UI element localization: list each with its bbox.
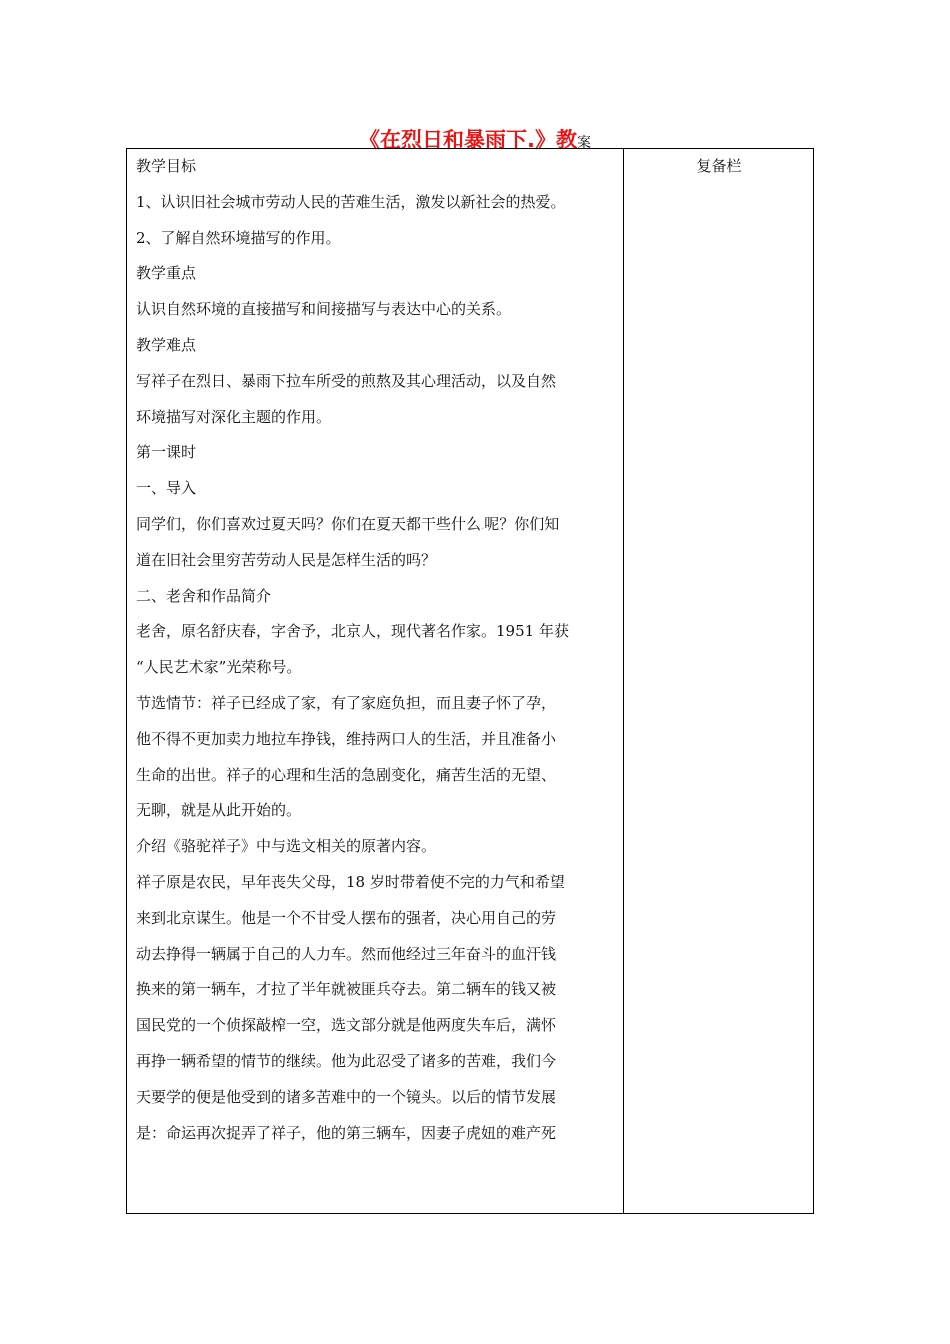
title-suffix: 案	[576, 135, 591, 151]
content-line: 老舍，原名舒庆春，字舍予，北京人，现代著名作家。1951 年获	[136, 622, 569, 641]
content-line: 教学难点	[136, 335, 197, 354]
content-line-tail: 呢？你们知	[484, 514, 560, 533]
content-line: 道在旧社会里穷苦劳动人民是怎样生活的吗？	[136, 550, 437, 569]
content-line-text: 同学们，你们喜欢过夏天吗？你们在夏天都干些什么	[136, 514, 482, 533]
content-line: 无聊，就是从此开始的。	[136, 801, 302, 820]
content-line: 认识自然环境的直接描写和间接描写与表达中心的关系。	[136, 300, 512, 319]
content-line: 是：命运再次捉弄了祥子，他的第三辆车，因妻子虎妞的难产死	[136, 1123, 557, 1142]
content-line: 2、了解自然环境描写的作用。	[136, 228, 341, 247]
content-line: 介绍《骆驼祥子》中与选文相关的原著内容。	[136, 837, 437, 856]
content-line	[136, 511, 614, 547]
content-line: 环境描写对深化主题的作用。	[136, 407, 332, 426]
content-line: 教学目标	[136, 157, 197, 175]
review-column-header: 复备栏	[696, 157, 742, 175]
content-line: 教学重点	[136, 264, 197, 283]
content-line: 写祥子在烈日、暴雨下拉车所受的煎熬及其心理活动，以及自然	[136, 371, 557, 390]
content-line: 祥子原是农民，早年丧失父母，18 岁时带着使不完的力气和希望	[136, 872, 565, 891]
content-line: 第一课时	[136, 443, 197, 462]
content-line: 二、老舍和作品简介	[136, 586, 272, 605]
content-line: 他不得不更加卖力地拉车挣钱，维持两口人的生活，并且准备小	[136, 729, 557, 748]
content-line: 节选情节：祥子已经成了家，有了家庭负担，而且妻子怀了孕，	[136, 693, 557, 712]
content-line: 再挣一辆希望的情节的继续。他为此忍受了诸多的苦难，我们今	[136, 1051, 557, 1070]
content-line: 国民党的一个侦探敲榨一空，选文部分就是他两度失车后，满怀	[136, 1016, 557, 1035]
content-line: 生命的出世。祥子的心理和生活的急剧变化，痛苦生活的无望、	[136, 765, 557, 784]
title-main: 《在烈日和暴雨下.》教	[359, 128, 577, 152]
lesson-content	[136, 153, 614, 1155]
content-line: 1、认识旧社会城市劳动人民的苦难生活，激发以新社会的热爱。	[136, 192, 566, 211]
content-line: 换来的第一辆车，才拉了半年就被匪兵夺去。第二辆车的钱又被	[136, 980, 557, 999]
content-line: 一、导入	[136, 479, 197, 498]
column-divider	[623, 149, 624, 1213]
content-line: 天要学的便是他受到的诸多苦难中的一个镜头。以后的情节发展	[136, 1087, 557, 1106]
content-line: 来到北京谋生。他是一个不甘受人摆布的强者，决心用自己的劳	[136, 908, 557, 927]
content-line: “人民艺术家”光荣称号。	[136, 658, 302, 677]
lesson-plan-table	[126, 148, 814, 1214]
stray-mark: .	[481, 520, 485, 532]
content-line: 动去挣得一辆属于自己的人力车。然而他经过三年奋斗的血汗钱	[136, 944, 557, 963]
